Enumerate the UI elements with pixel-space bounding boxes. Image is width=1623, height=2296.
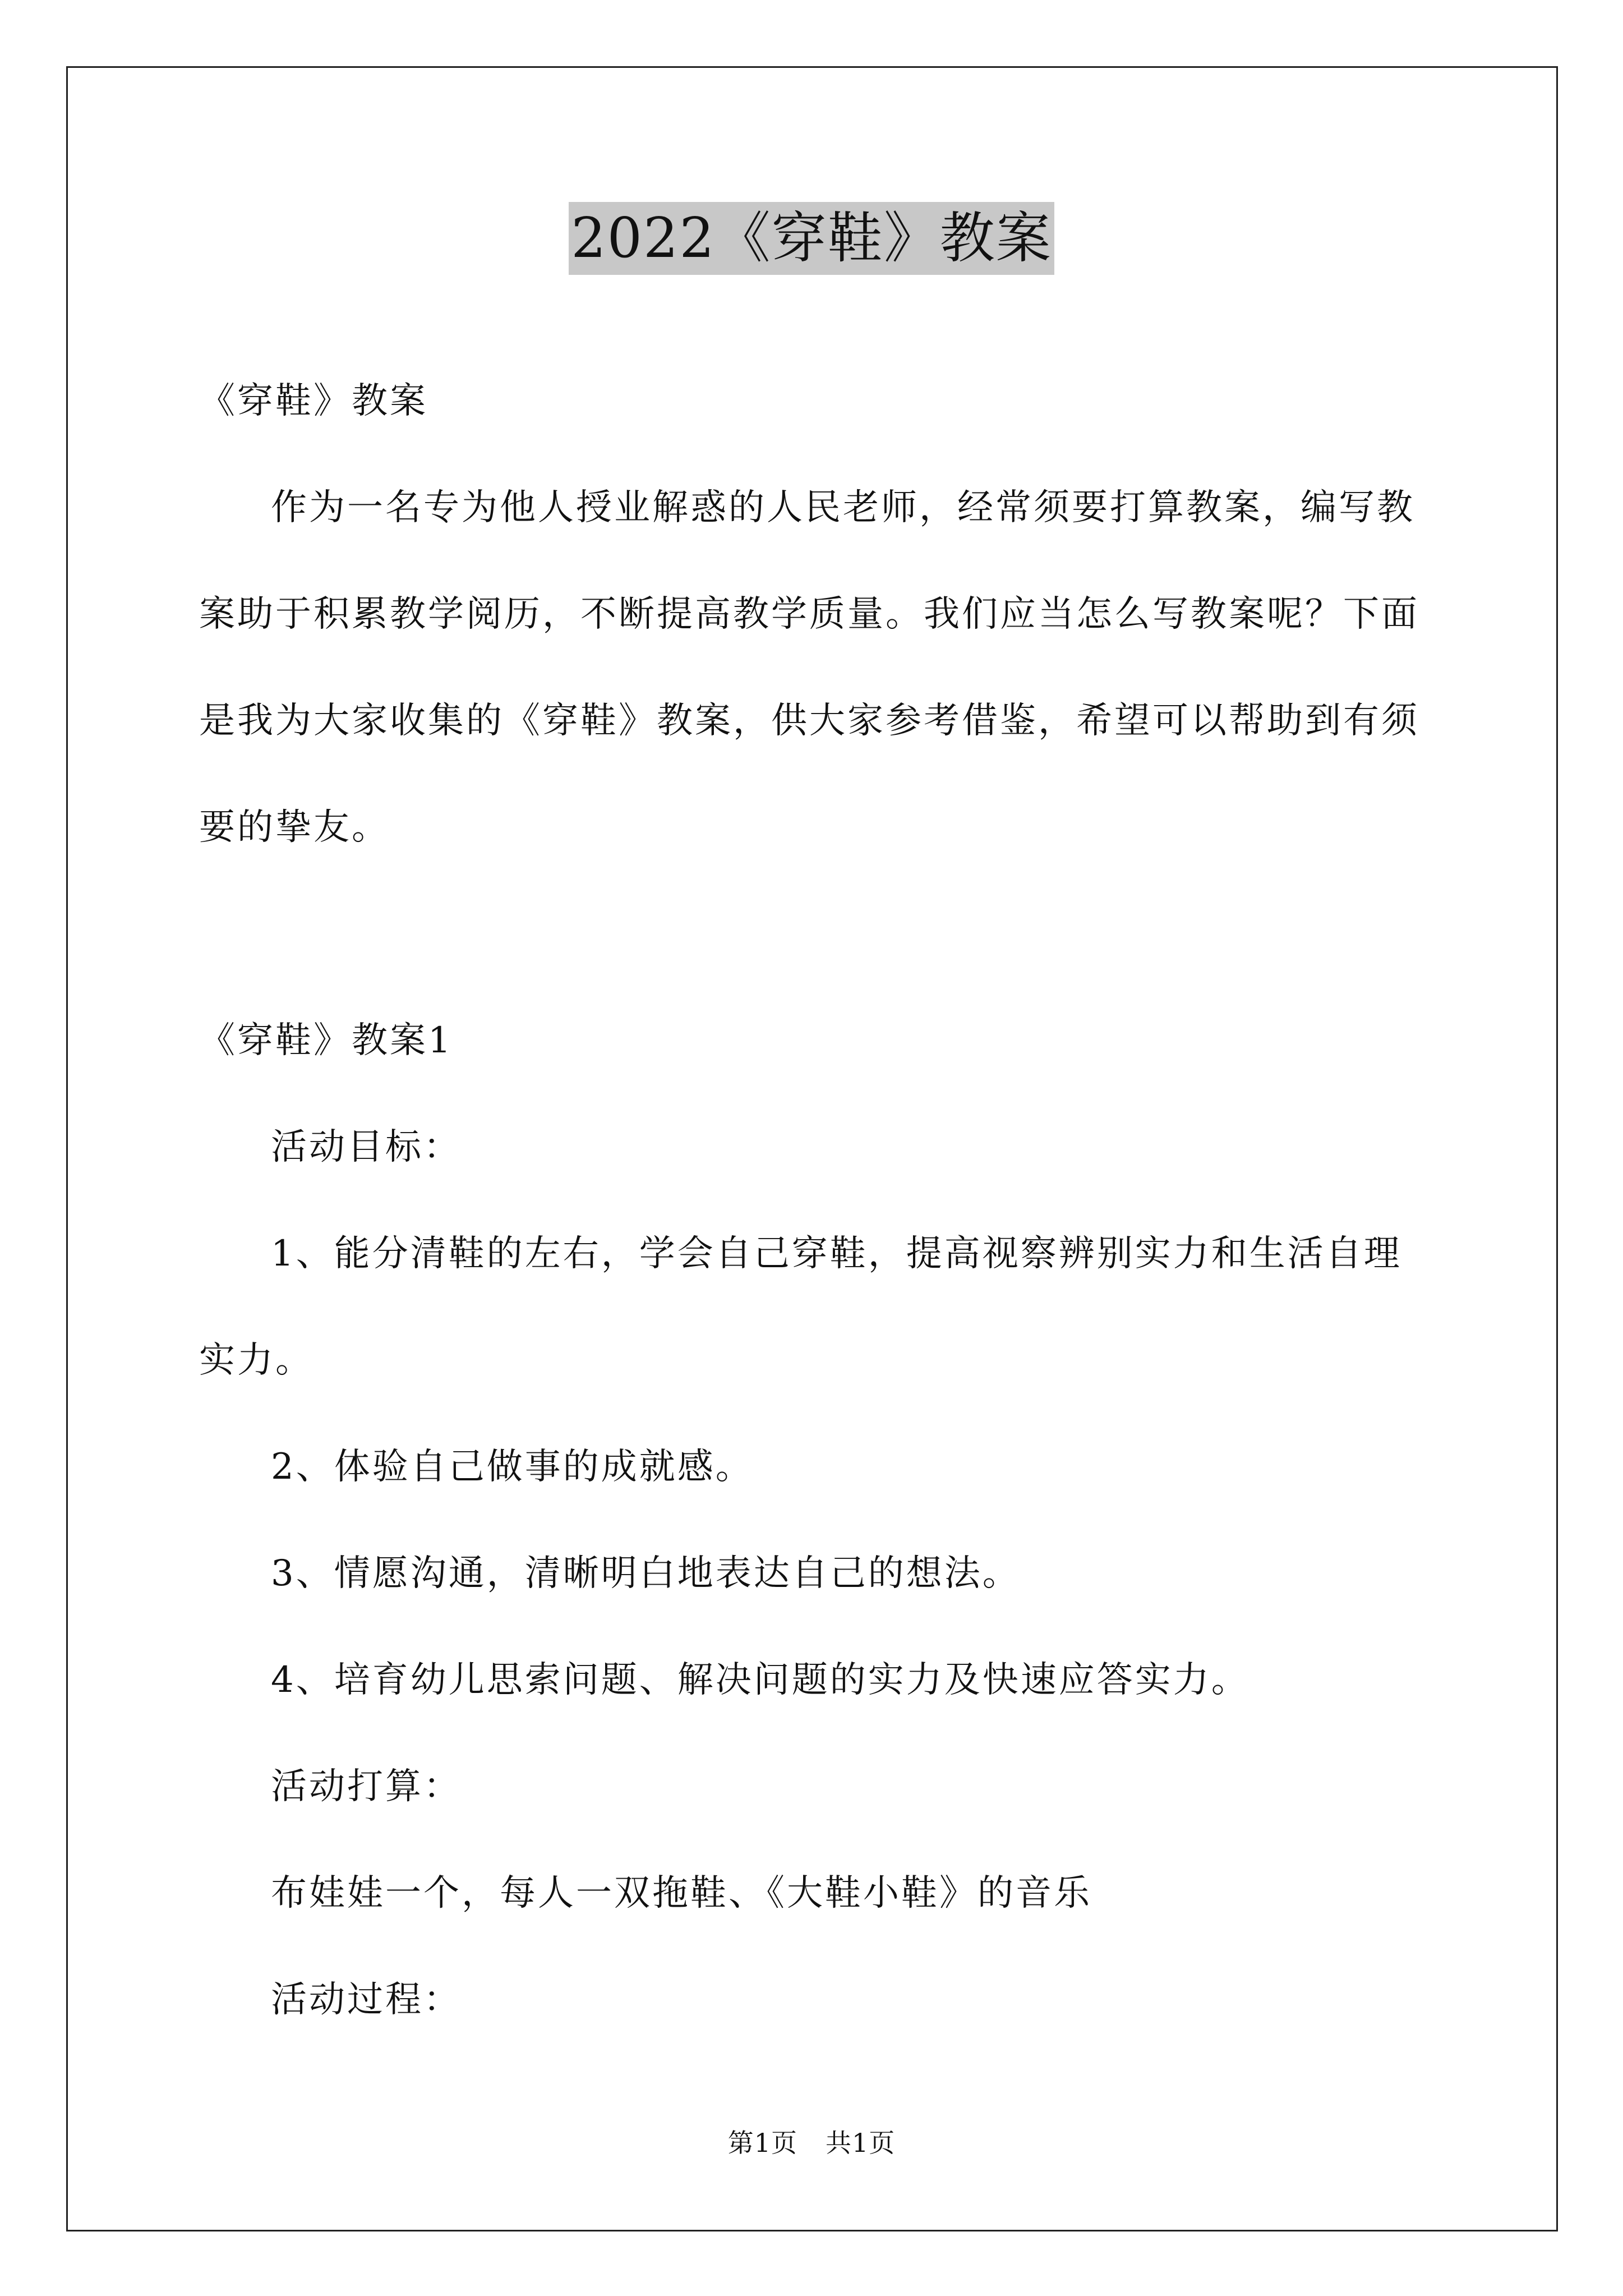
subtitle: 《穿鞋》教案 xyxy=(199,380,428,422)
document-title: 2022《穿鞋》教案 xyxy=(569,202,1054,275)
prep-text: 布娃娃一个，每人一双拖鞋、《大鞋小鞋》的音乐 xyxy=(271,1872,1092,1914)
goal-item: 2、体验自己做事的成就感。 xyxy=(271,1446,754,1488)
goal-item: 1、能分清鞋的左右，学会自己穿鞋，提高视察辨别实力和生活自理实力。 xyxy=(199,1233,1402,1381)
goal-item: 4、培育幼儿思索问题、解决问题的实力及快速应答实力。 xyxy=(271,1659,1249,1701)
intro-paragraph: 作为一名专为他人授业解惑的人民老师，经常须要打算教案，编写教案助于积累教学阅历，不断提高教学质量。我们应当怎么写教案呢？下面是我为大家收集的《穿鞋》教案，供大家参考借鉴，希望可以帮助到有须要的挚友。 xyxy=(199,487,1419,848)
title-container xyxy=(0,202,1623,275)
goal-item: 3、情愿沟通，清晰明白地表达自己的想法。 xyxy=(271,1553,1021,1594)
goals-label: 活动目标： xyxy=(271,1126,462,1168)
page-number-current: 第1页 xyxy=(727,2128,797,2158)
page-number-total: 共1页 xyxy=(826,2128,896,2158)
document-body xyxy=(199,348,1427,2053)
spacer xyxy=(199,881,1427,987)
prep-label: 活动打算： xyxy=(271,1766,462,1807)
process-label: 活动过程： xyxy=(271,1979,462,2021)
section-heading: 《穿鞋》教案1 xyxy=(199,1020,453,1061)
page-footer xyxy=(0,2126,1623,2160)
